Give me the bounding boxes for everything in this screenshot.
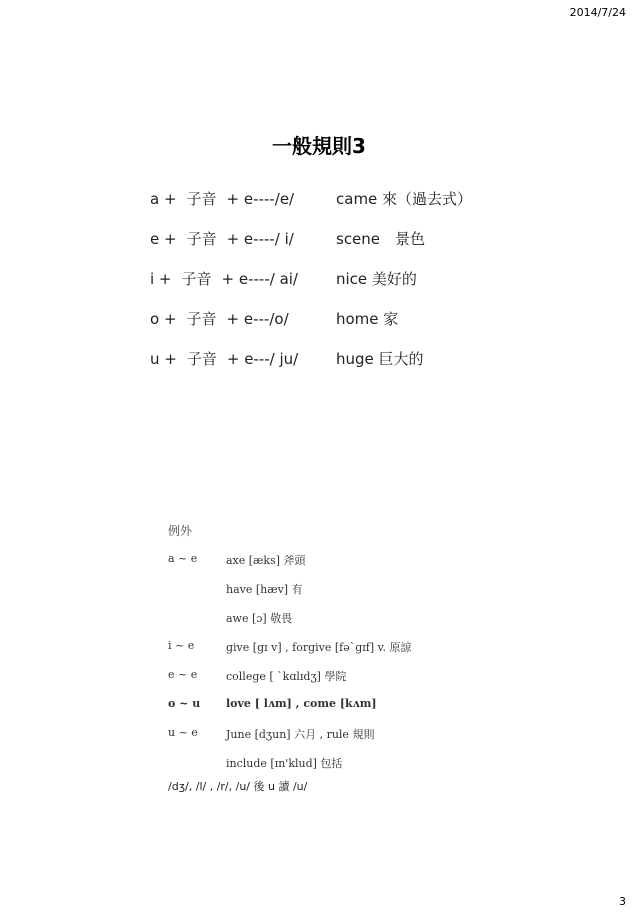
page-number: 3 bbox=[619, 895, 626, 908]
rule-example: nice 美好的 bbox=[336, 270, 417, 288]
exception-label: i ~ e bbox=[168, 639, 195, 652]
exception-row bbox=[168, 726, 375, 755]
exception-row bbox=[168, 552, 306, 581]
rule-suffix: + e---/ ju/ bbox=[226, 350, 299, 368]
rule-example: came 來（過去式） bbox=[336, 190, 473, 208]
rule-suffix: + e----/e/ bbox=[226, 190, 295, 208]
rule-example: scene 景色 bbox=[336, 230, 426, 248]
exceptions-note: /dʒ/, /l/ , /r/, /u/ 後 u 讀 /u/ bbox=[168, 780, 308, 793]
rule-pattern bbox=[150, 308, 289, 329]
rule-prefix: o + bbox=[150, 310, 177, 328]
exceptions-title: 例外 bbox=[168, 524, 193, 538]
rule-prefix: u + bbox=[150, 350, 177, 368]
exception-row bbox=[168, 610, 293, 639]
rule-suffix: + e----/ i/ bbox=[226, 230, 294, 248]
rule-middle: 子音 bbox=[186, 310, 217, 328]
rule-middle: 子音 bbox=[186, 350, 217, 368]
exception-label: o ~ u bbox=[168, 697, 201, 710]
rule-suffix: + e----/ ai/ bbox=[221, 270, 298, 288]
rule-example: huge 巨大的 bbox=[336, 350, 424, 368]
rule-middle: 子音 bbox=[186, 190, 217, 208]
exception-row bbox=[168, 697, 377, 726]
exception-label: u ~ e bbox=[168, 726, 198, 739]
rule-prefix: e + bbox=[150, 230, 177, 248]
exception-label: a ~ e bbox=[168, 552, 198, 565]
rule-pattern bbox=[150, 228, 294, 249]
exception-label: e ~ e bbox=[168, 668, 198, 681]
slide-date: 2014/7/24 bbox=[569, 6, 626, 19]
rule-pattern bbox=[150, 348, 298, 369]
exception-text: June [dʒun] 六月 , rule 規則 bbox=[226, 728, 375, 741]
rule-middle: 子音 bbox=[186, 230, 217, 248]
rule-example: home 家 bbox=[336, 310, 399, 328]
rule-prefix: a + bbox=[150, 190, 177, 208]
exception-text: include [ɪn'klud] 包括 bbox=[226, 757, 343, 770]
rule-suffix: + e---/o/ bbox=[226, 310, 289, 328]
exception-text: awe [ɔ] 敬畏 bbox=[226, 612, 293, 625]
page-title: 一般規則3 bbox=[272, 134, 366, 158]
exception-text: axe [æks] 斧頭 bbox=[226, 554, 306, 567]
rule-pattern bbox=[150, 268, 298, 289]
exception-row bbox=[168, 581, 303, 610]
exception-text: have [hæv] 有 bbox=[226, 583, 303, 596]
exception-row bbox=[168, 639, 412, 668]
exceptions-block bbox=[168, 522, 412, 784]
exception-row bbox=[168, 668, 347, 697]
exception-text: love [ lʌm] , come [kʌm] bbox=[226, 697, 377, 710]
rule-pattern bbox=[150, 188, 294, 209]
rule-middle: 子音 bbox=[181, 270, 212, 288]
exception-text: college [ `kɑlɪdʒ] 學院 bbox=[226, 670, 347, 683]
rule-prefix: i + bbox=[150, 270, 172, 288]
exception-text: give [gɪ v] , forgive [fə`gɪf] v. 原諒 bbox=[226, 641, 412, 654]
